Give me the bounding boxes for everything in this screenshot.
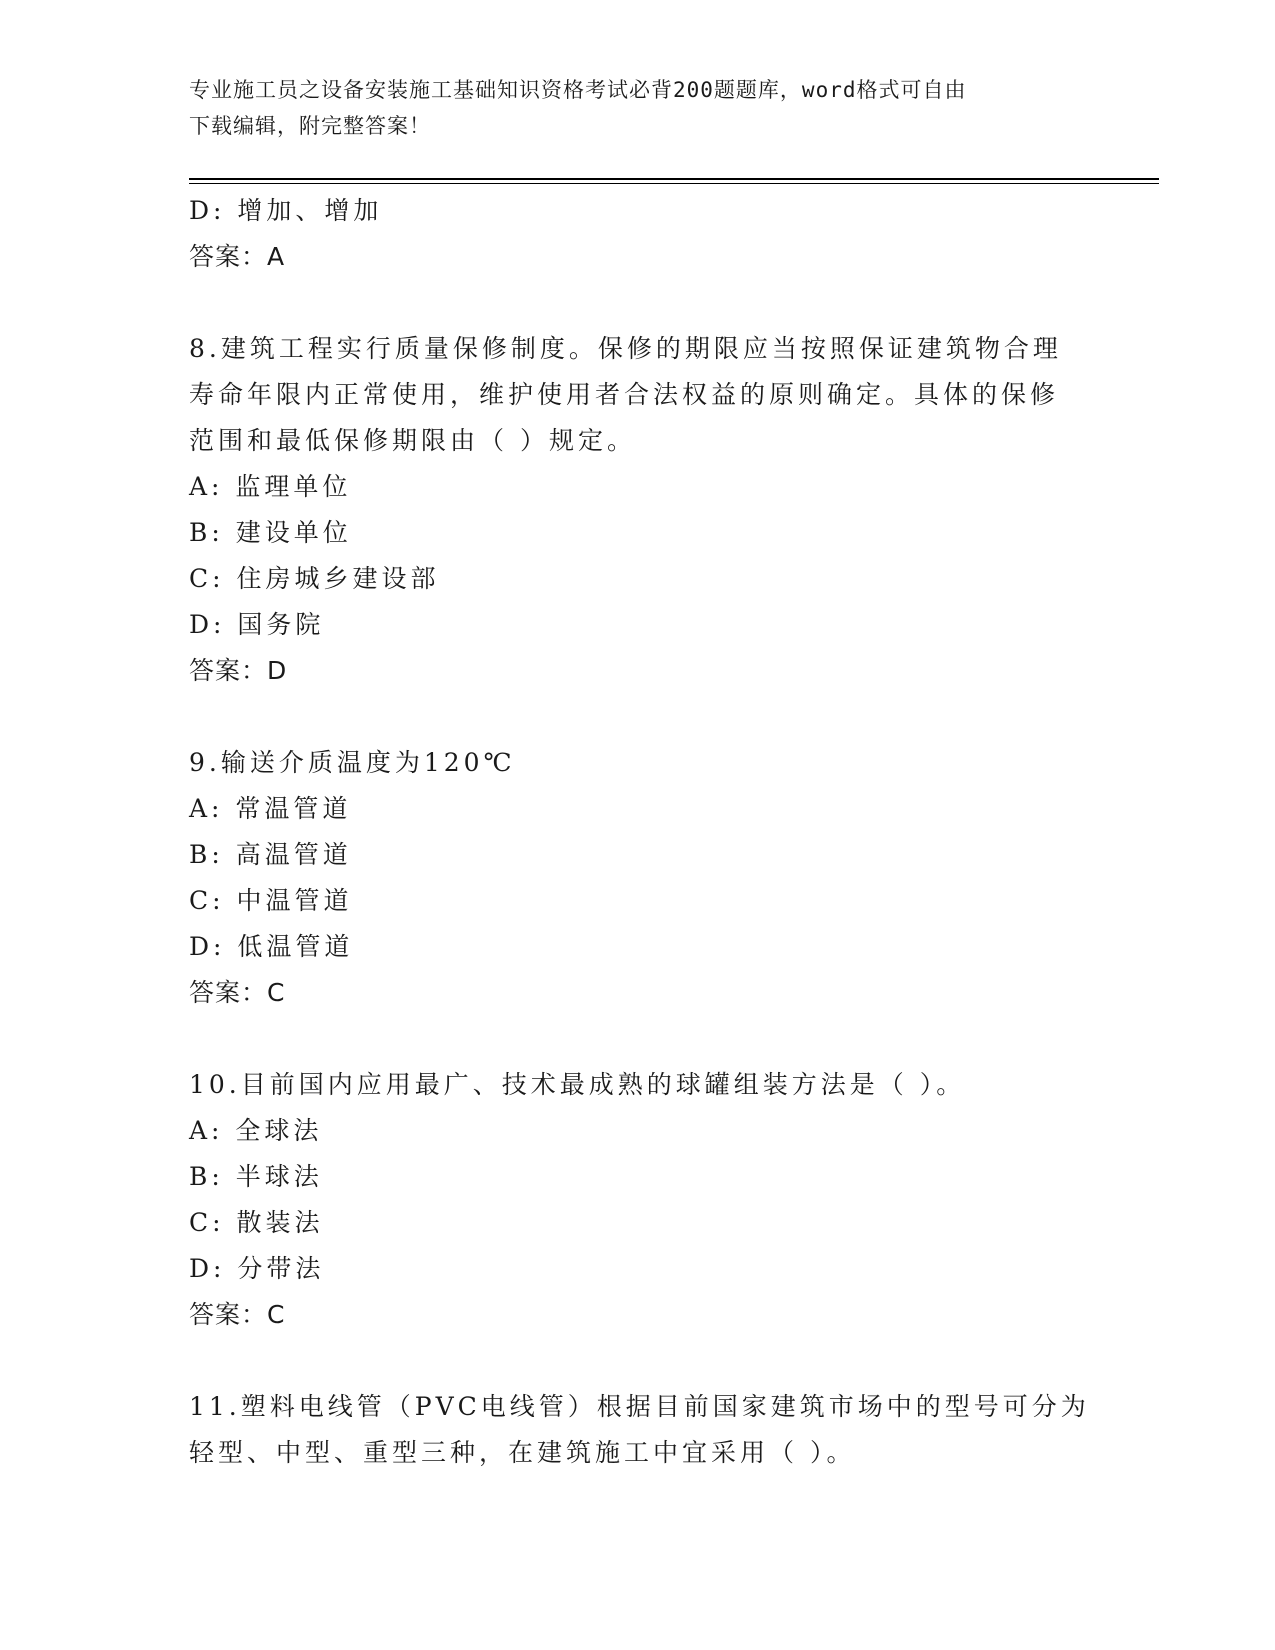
question-8 xyxy=(189,326,1089,694)
spacer xyxy=(189,1016,1089,1062)
question-text-line: 8.建筑工程实行质量保修制度。保修的期限应当按照保证建筑物合理 xyxy=(189,334,1062,363)
header-line-1: 专业施工员之设备安装施工基础知识资格考试必背200题题库，word格式可自由 xyxy=(189,78,967,102)
header-divider-thin xyxy=(189,183,1159,184)
option-d: D: 分带法 xyxy=(189,1254,325,1283)
question-10 xyxy=(189,1062,1089,1338)
option-b: B: 半球法 xyxy=(189,1162,323,1191)
spacer xyxy=(189,280,1089,326)
answer-line: 答案：D xyxy=(189,656,288,685)
option-c: C: 中温管道 xyxy=(189,886,353,915)
answer-line: 答案：C xyxy=(189,978,286,1007)
question-7-tail xyxy=(189,188,1089,280)
question-text-line: 9.输送介质温度为120℃ xyxy=(189,748,516,777)
option-a: A: 监理单位 xyxy=(189,472,352,501)
question-text-line: 10.目前国内应用最广、技术最成熟的球罐组装方法是（ ）。 xyxy=(189,1070,966,1099)
question-11 xyxy=(189,1384,1089,1476)
question-text-line: 11.塑料电线管（PVC电线管）根据目前国家建筑市场中的型号可分为 xyxy=(189,1392,1090,1421)
header-divider-thick xyxy=(189,178,1159,180)
question-text-line: 寿命年限内正常使用，维护使用者合法权益的原则确定。具体的保修 xyxy=(189,380,1060,409)
question-text-line: 轻型、中型、重型三种，在建筑施工中宜采用（ ）。 xyxy=(189,1438,856,1467)
question-9 xyxy=(189,740,1089,1016)
option-d: D: 国务院 xyxy=(189,610,325,639)
question-text-line: 范围和最低保修期限由（ ）规定。 xyxy=(189,426,636,455)
option-a: A: 全球法 xyxy=(189,1116,323,1145)
question-list xyxy=(189,188,1089,1476)
option-d: D: 低温管道 xyxy=(189,932,354,961)
option-b: B: 建设单位 xyxy=(189,518,352,547)
header-line-2: 下载编辑，附完整答案！ xyxy=(189,114,431,138)
option-a: A: 常温管道 xyxy=(189,794,352,823)
spacer xyxy=(189,1338,1089,1384)
option-c: C: 住房城乡建设部 xyxy=(189,564,440,593)
option-b: B: 高温管道 xyxy=(189,840,352,869)
spacer xyxy=(189,694,1089,740)
answer-line: 答案：A xyxy=(189,242,286,271)
option-c: C: 散装法 xyxy=(189,1208,324,1237)
answer-line: 答案：C xyxy=(189,1300,286,1329)
option-d: D: 增加、增加 xyxy=(189,196,383,225)
document-header xyxy=(189,72,1089,144)
